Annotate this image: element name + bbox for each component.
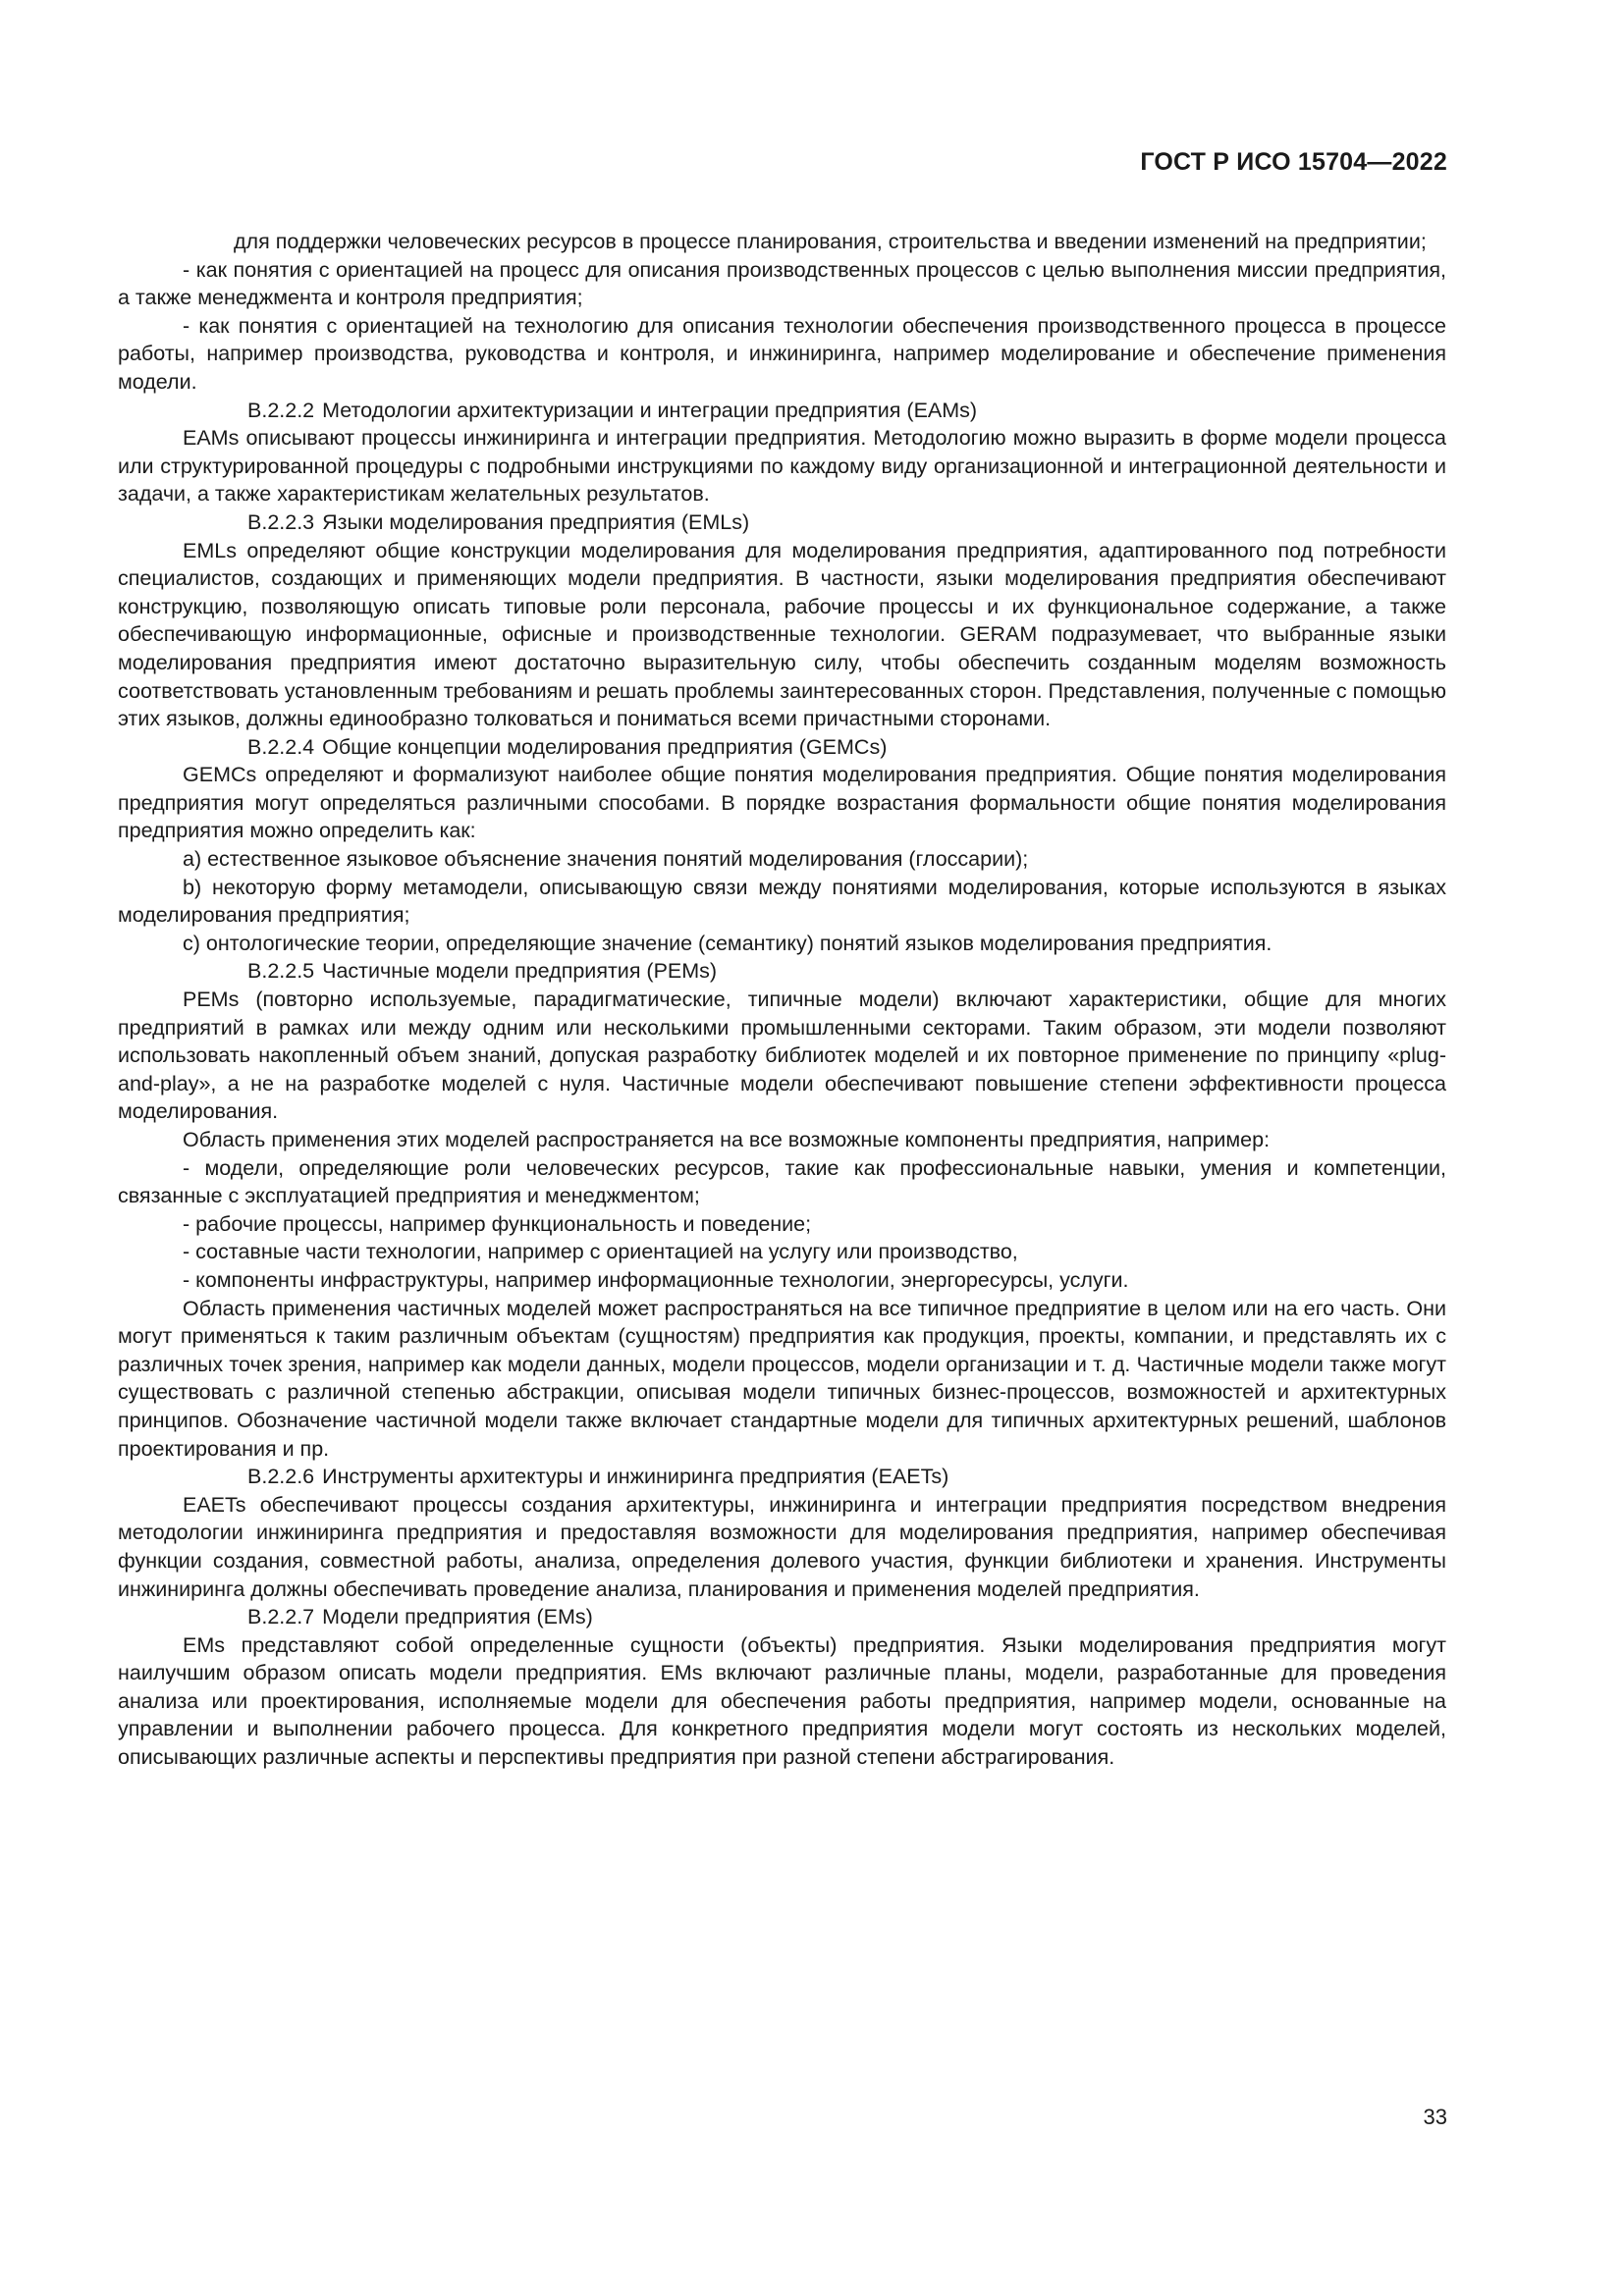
document-header-title: ГОСТ Р ИСО 15704—2022 [1140,148,1447,176]
body-paragraph: - модели, определяющие роли человеческих ресурсов, такие как профессиональные навыки, умения и компетенции, связанные с эксплуатацией предприятия и менеджментом; [118,1155,1446,1208]
body-paragraph: b) некоторую форму метамодели, описывающую связи между понятиями моделирования, которые используются в языках моделирования предприятия; [118,875,1446,928]
body-paragraph: c) онтологические теории, определяющие значение (семантику) понятий языков моделирования предприятия. [183,931,1272,955]
section-number: B.2.2.7 [247,1605,315,1629]
body-paragraph: - как понятия с ориентацией на процесс для описания производственных процессов с целью выполнения миссии предприятия, а также менеджмента и контроля предприятия; [118,257,1446,310]
section-title: Модели предприятия (EMs) [322,1605,593,1629]
section-title: Методологии архитектуризации и интеграции предприятия (EAMs) [322,398,978,422]
body-paragraph: EAMs описывают процессы инжиниринга и интеграции предприятия. Методологию можно выразить в форме модели процесса или структурированной процедуры с подробными инструкциями по каждому виду организационной и интеграционной деятельности и задачи, а также характеристикам желательных результатов. [118,426,1446,507]
body-paragraph: - как понятия с ориентацией на технологию для описания технологии обеспечения производственного процесса в процессе работы, например производства, руководства и контроля, и инжиниринга, например моделирование и обеспечение применения модели. [118,313,1446,394]
page-number: 33 [1423,2105,1447,2129]
section-title: Инструменты архитектуры и инжиниринга предприятия (EAETs) [322,1465,949,1489]
continued-paragraph: для поддержки человеческих ресурсов в процессе планирования, строительства и введении изменений на предприятии; [234,230,1427,253]
document-body [118,228,1446,1772]
section-number: B.2.2.2 [247,398,315,422]
body-paragraph: Область применения частичных моделей может распространяться на все типичное предприятие в целом или на его часть. Они могут применяться к таким различным объектам (сущностям) предприятия как продукция, проекты, компании, и представлять их с различных точек зрения, например как модели данных, модели процессов, модели организации и т. д. Частичные модели также могут существовать с различной степенью абстракции, описывая модели типичных бизнес-процессов, возможностей и архитектурных принципов. Обозначение частичной модели также включает стандартные модели для типичных архитектурных решений, шаблонов проектирования и пр. [118,1296,1446,1461]
section-number: B.2.2.6 [247,1465,315,1489]
body-paragraph: EMs представляют собой определенные сущности (объекты) предприятия. Языки моделирования предприятия могут наилучшим образом описать модели предприятия. EMs включают различные планы, модели, разработанные для проведения анализа или проектирования, исполняемые модели для обеспечения работы предприятия, например модели, основанные на управлении и выполнении рабочего процесса. Для конкретного предприятия модели могут состоять из нескольких моделей, описывающих различные аспекты и перспективы предприятия при разной степени абстрагирования. [118,1632,1446,1770]
section-title: Частичные модели предприятия (PEMs) [322,959,718,984]
body-paragraph: a) естественное языковое объяснение значения понятий моделирования (глоссарии); [183,847,1029,872]
section-title: Языки моделирования предприятия (EMLs) [322,509,750,534]
section-number: B.2.2.5 [247,959,315,984]
body-paragraph: Область применения этих моделей распространяется на все возможные компоненты предприятия, например: [183,1128,1271,1151]
section-heading [118,1603,1446,1631]
section-number: B.2.2.4 [247,734,315,759]
section-heading [118,733,1446,762]
body-paragraph: EMLs определяют общие конструкции моделирования для моделирования предприятия, адаптированного под потребности специалистов, создающих и применяющих модели предприятия. В частности, языки моделирования предприятия обеспечивают конструкцию, позволяющую описать типовые роли персонала, рабочие процессы и их функциональное содержание, а также обеспечивающую информационные, офисные и производственные технологии. GERAM подразумевает, что выбранные языки моделирования предприятия имеют достаточно выразительную силу, чтобы обеспечить созданным моделям возможность соответствовать установленным требованиям и решать проблемы заинтересованных сторон. Представления, полученные с помощью этих языков, должны единообразно толковаться и пониматься всеми причастными сторонами. [118,538,1446,731]
section-heading [118,508,1446,537]
body-paragraph: - компоненты инфраструктуры, например информационные технологии, энергоресурсы, услуги. [183,1267,1129,1292]
section-heading [118,957,1446,986]
body-paragraph: GEMCs определяют и формализуют наиболее общие понятия моделирования предприятия. Общие понятия моделирования предприятия могут определяться различными способами. В порядке возрастания формальности общие понятия моделирования предприятия можно определить как: [118,763,1446,843]
body-paragraph: - рабочие процессы, например функциональность и поведение; [183,1211,812,1236]
body-paragraph: PEMs (повторно используемые, парадигматические, типичные модели) включают характеристики, общие для многих предприятий в рамках или между одним или несколькими промышленными секторами. Таким образом, эти модели позволяют использовать накопленный объем знаний, допуская разработку библиотек моделей и их повторное применение по принципу «plug-and-play», а не на разработке моделей с нуля. Частичные модели обеспечивают повышение степени эффективности процесса моделирования. [118,988,1446,1124]
section-number: B.2.2.3 [247,509,315,534]
section-heading [118,1463,1446,1491]
body-paragraph: EAETs обеспечивают процессы создания архитектуры, инжиниринга и интеграции предприятия посредством внедрения методологии инжиниринга предприятия и предоставляя возможности для моделирования предприятия, например обеспечивая функции создания, совместной работы, анализа, определения долевого участия, функции библиотеки и хранения. Инструменты инжиниринга должны обеспечивать проведение анализа, планирования и применения моделей предприятия. [118,1492,1446,1601]
section-title: Общие концепции моделирования предприятия (GEMCs) [322,734,888,759]
section-heading [118,397,1446,425]
body-paragraph: - составные части технологии, например с ориентацией на услугу или производство, [183,1240,1018,1264]
